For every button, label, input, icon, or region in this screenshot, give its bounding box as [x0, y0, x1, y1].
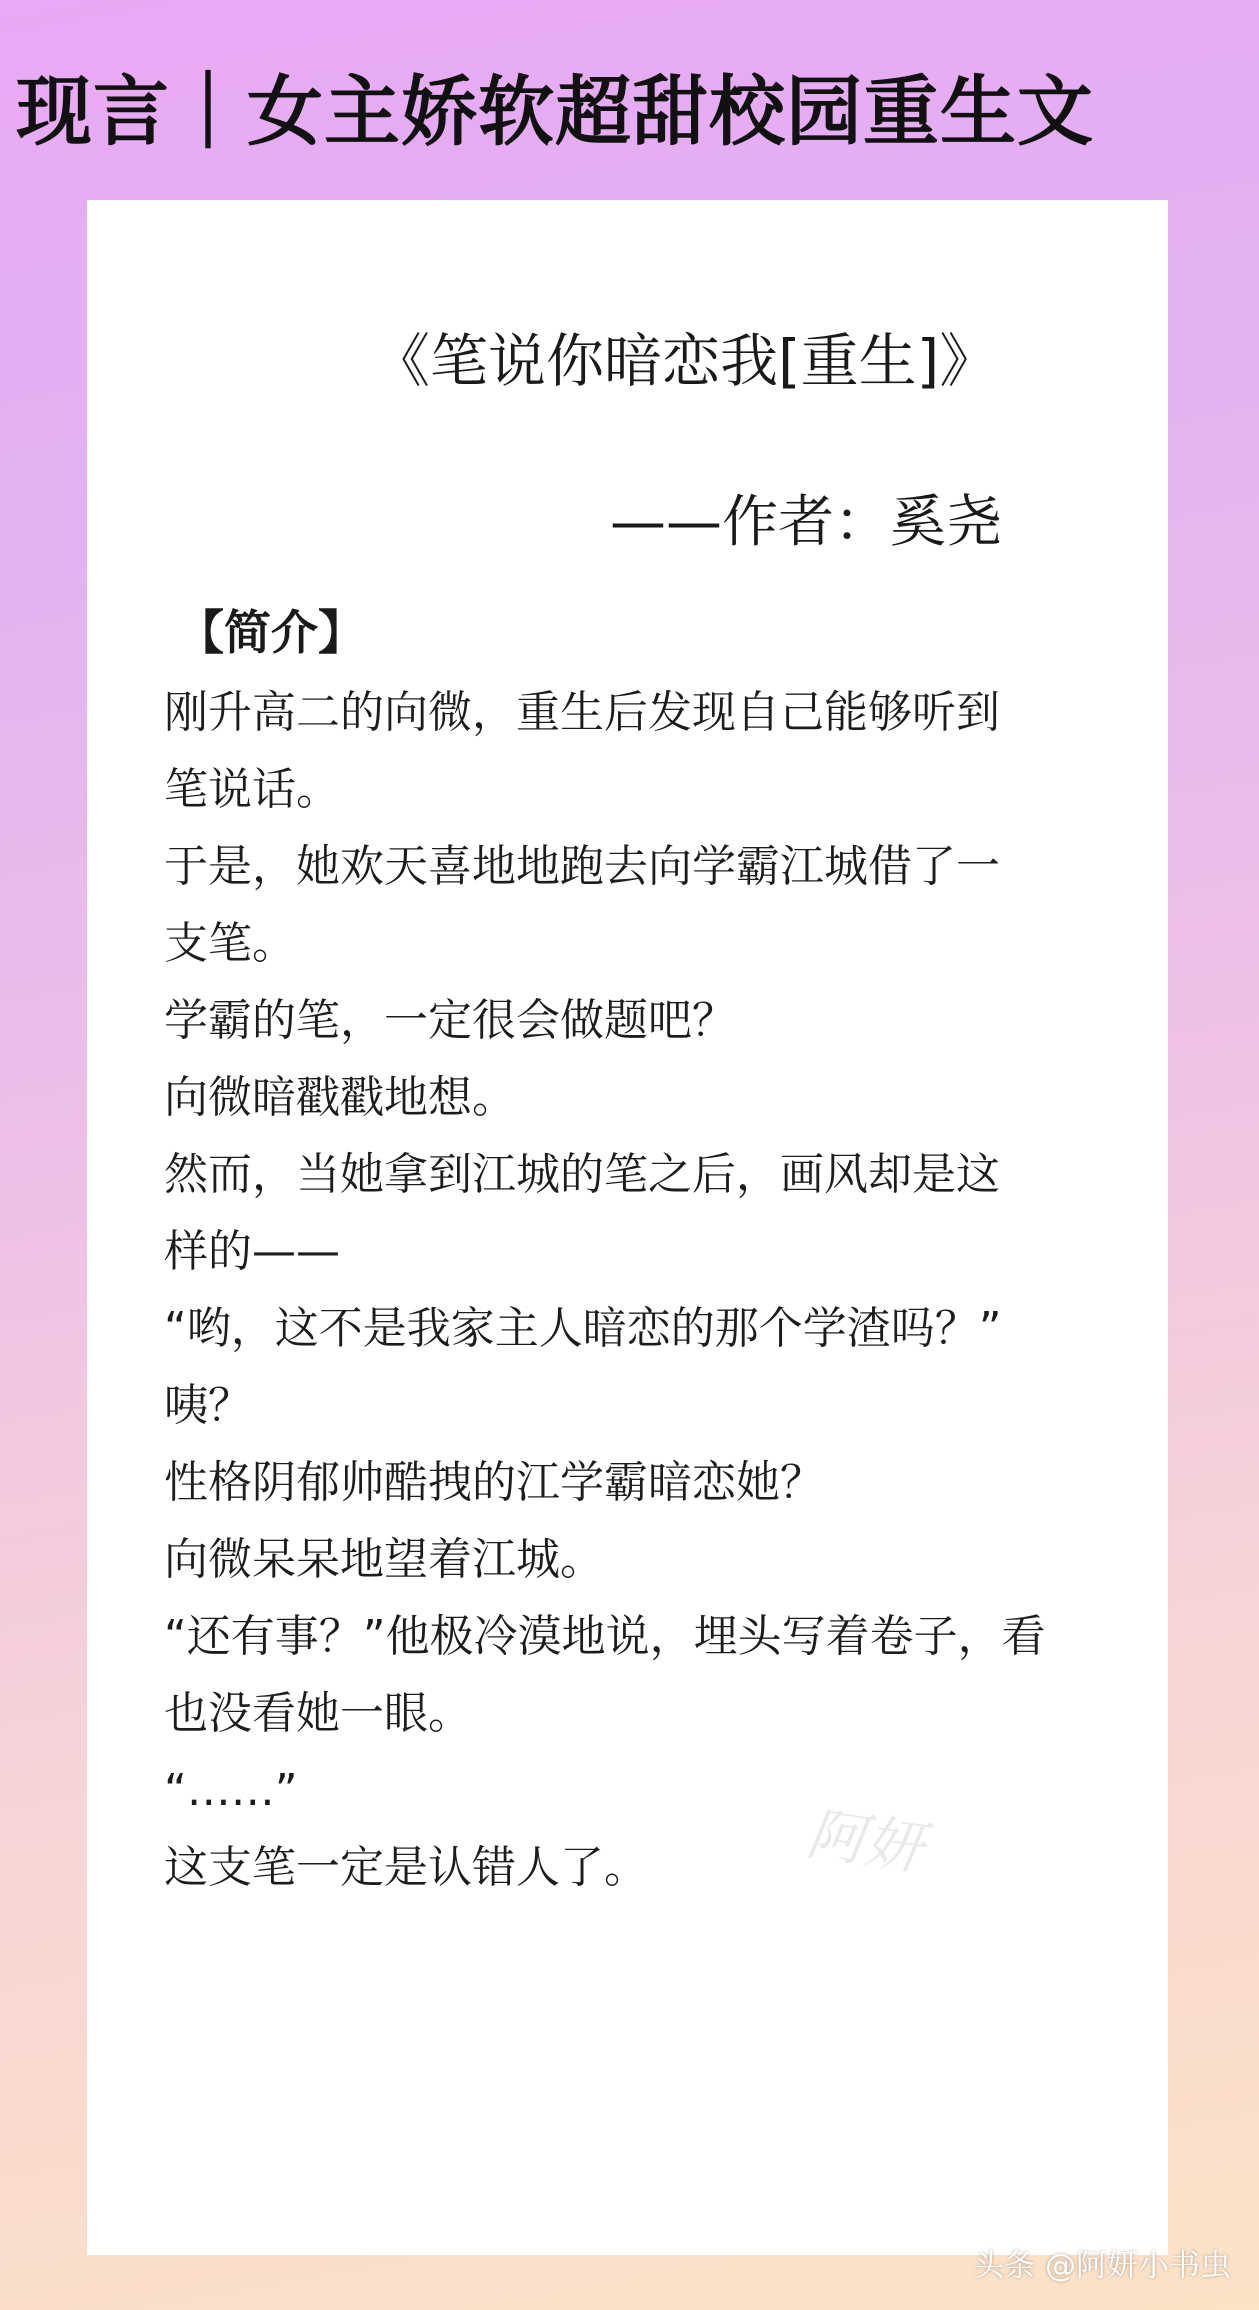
synopsis-line: 也没看她一眼。: [164, 1688, 472, 1739]
intro-heading: 【简介】: [177, 606, 365, 661]
synopsis-line: 支笔。: [164, 918, 296, 969]
source-watermark: 头条 @阿妍小书虫: [973, 2248, 1231, 2284]
synopsis-line: 性格阴郁帅酷拽的江学霸暗恋她？: [164, 1457, 824, 1508]
synopsis-line: “哟，这不是我家主人暗恋的那个学渣吗？”: [164, 1303, 1002, 1354]
content-card: [87, 200, 1168, 2255]
synopsis-line: 于是，她欢天喜地地跑去向学霸江城借了一: [164, 841, 1000, 892]
synopsis-line: 咦？: [164, 1380, 252, 1431]
synopsis-line: “……”: [164, 1765, 298, 1816]
synopsis-line: 笔说话。: [164, 764, 340, 815]
page-title: 现言｜女主娇软超甜校园重生文: [16, 67, 1094, 156]
synopsis: [164, 674, 1099, 1906]
synopsis-line: 学霸的笔，一定很会做题吧？: [164, 995, 736, 1046]
synopsis-line: 这支笔一定是认错人了。: [164, 1842, 648, 1893]
synopsis-line: “还有事？”他极冷漠地说，埋头写着卷子，看: [164, 1611, 1046, 1662]
synopsis-line: 向微呆呆地望着江城。: [164, 1534, 604, 1585]
synopsis-line: 然而，当她拿到江城的笔之后，画风却是这: [164, 1149, 1000, 1200]
synopsis-line: 刚升高二的向微，重生后发现自己能够听到: [164, 687, 1000, 738]
book-title: 《笔说你暗恋我[重生]》: [372, 327, 998, 395]
watermark: 阿妍: [802, 1799, 928, 1883]
author-line: ——作者：奚尧: [610, 490, 1002, 555]
synopsis-line: 向微暗戳戳地想。: [164, 1072, 516, 1123]
synopsis-line: 样的——: [164, 1226, 340, 1277]
